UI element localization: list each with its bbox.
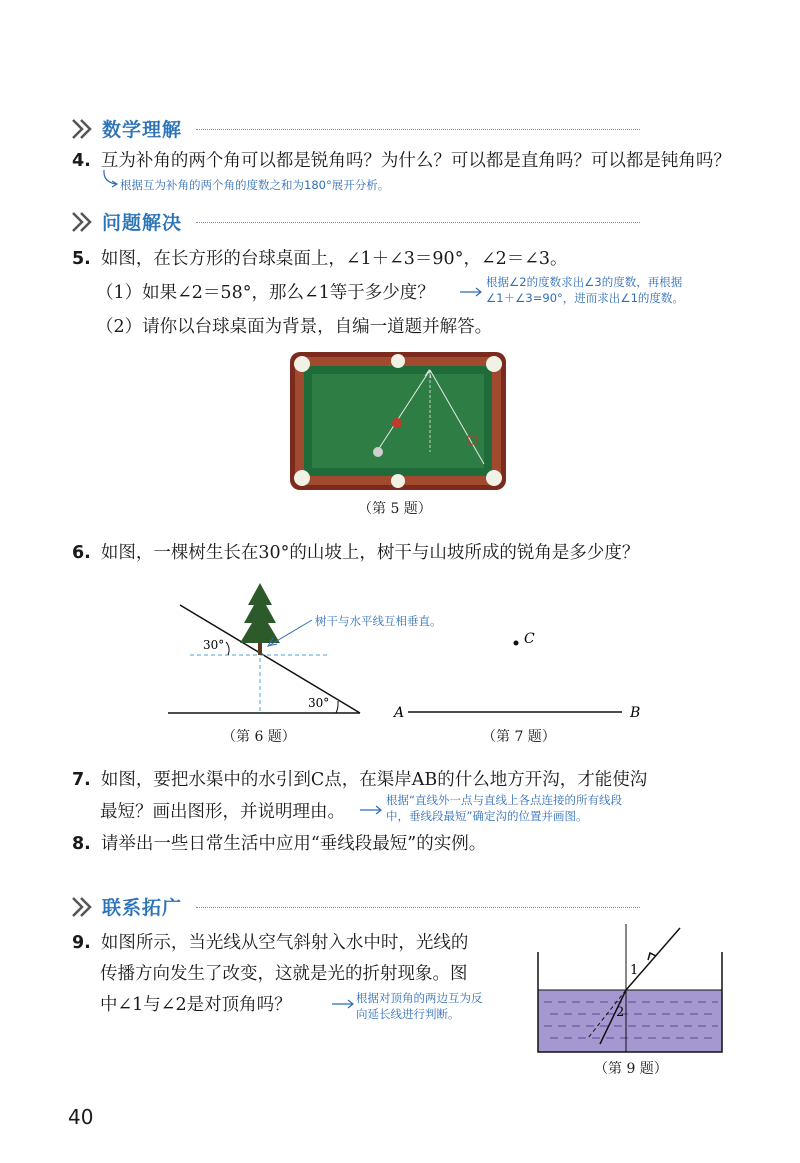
figure-caption-9: （第 9 题） — [594, 1061, 668, 1077]
question-7-line-2: 最短？画出图形，并说明理由。 — [100, 802, 345, 822]
hint-arrow-icon — [358, 802, 384, 818]
incident-ray — [626, 928, 680, 990]
pocket — [391, 354, 405, 368]
question-number: 6. — [72, 543, 91, 563]
section-header-understanding — [70, 115, 640, 145]
question-text: 互为补角的两个角可以都是锐角吗？为什么？可以都是直角吗？可以都是钝角吗？ — [100, 151, 731, 171]
label-b: B — [630, 705, 641, 721]
figure-caption-6: （第 6 题） — [222, 729, 296, 745]
figure-caption-7: （第 7 题） — [482, 729, 556, 745]
question-7 — [72, 767, 647, 793]
question-6 — [72, 540, 639, 566]
angle-label-2: 2 — [616, 1005, 625, 1020]
section-title-problem-solving: 问题解决 — [102, 212, 183, 234]
hint-q9-line-1: 根据对顶角的两边互为反 — [356, 991, 483, 1005]
section-title-understanding: 数学理解 — [102, 119, 183, 141]
question-text: 如图，一棵树生长在30°的山坡上，树干与山坡所成的锐角是多少度？ — [100, 543, 640, 563]
figure-caption-5: （第 5 题） — [358, 501, 432, 517]
question-text: 请举出一些日常生活中应用“垂线段最短”的实例。 — [100, 834, 487, 854]
section-divider — [196, 907, 640, 908]
question-9-line-3: 中∠1与∠2是对顶角吗？ — [100, 995, 292, 1015]
section-divider — [196, 129, 640, 130]
question-number: 5. — [72, 249, 91, 269]
question-5-part-2: （2）请你以台球桌面为背景，自编一道题并解答。 — [96, 317, 493, 337]
refraction-figure — [530, 922, 730, 1054]
canal-figure — [390, 625, 650, 725]
question-4 — [72, 148, 731, 174]
pocket — [294, 356, 310, 372]
hint-q6: 树干与水平线互相垂直。 — [315, 614, 442, 628]
question-8 — [72, 831, 486, 857]
question-number: 7. — [72, 770, 91, 790]
pocket — [486, 356, 502, 372]
hint-q5-line-1: 根据∠2的度数求出∠3的度数，再根据 — [486, 275, 683, 289]
point-c — [514, 641, 519, 646]
hint-arrow-icon — [458, 284, 484, 300]
red-ball — [392, 418, 402, 428]
section-header-extension — [70, 893, 640, 923]
pocket — [294, 470, 310, 486]
angle-label-top: 30° — [203, 638, 225, 652]
question-text-line-1: 如图，要把水渠中的水引到C点，在渠岸AB的什么地方开沟，才能使沟 — [100, 770, 648, 790]
angle-label-bottom: 30° — [308, 696, 330, 710]
question-number: 8. — [72, 834, 91, 854]
water-body — [538, 990, 722, 1052]
label-c: C — [524, 631, 535, 647]
double-chevron-icon — [70, 117, 98, 143]
question-number: 4. — [72, 151, 91, 171]
hint-q9-line-2: 向延长线进行判断。 — [356, 1007, 460, 1021]
question-text-line-1: 如图所示，当光线从空气斜射入水中时，光线的 — [100, 933, 469, 953]
question-9 — [72, 928, 468, 958]
hint-arrow-icon — [100, 168, 120, 190]
question-9-line-2: 传播方向发生了改变，这就是光的折射现象。图 — [100, 964, 468, 984]
question-5-part-1: （1）如果∠2＝58°，那么∠1等于多少度？ — [96, 283, 435, 303]
section-header-problem-solving — [70, 208, 640, 238]
pocket — [486, 470, 502, 486]
pocket — [391, 474, 405, 488]
question-5 — [72, 246, 568, 272]
billiard-table-figure — [290, 352, 506, 490]
section-title-extension: 联系拓广 — [102, 897, 183, 919]
question-text: 如图，在长方形的台球桌面上，∠1＋∠3＝90°，∠2＝∠3。 — [100, 249, 568, 269]
angle-label-1: 1 — [630, 963, 639, 978]
hint-q5-line-2: ∠1＋∠3=90°，进而求出∠1的度数。 — [486, 291, 684, 305]
double-chevron-icon — [70, 210, 98, 236]
cue-ball — [373, 447, 383, 457]
label-a: A — [394, 705, 405, 721]
page-number: 40 — [68, 1105, 94, 1129]
hint-arrow-icon — [330, 996, 356, 1012]
double-chevron-icon — [70, 895, 98, 921]
hint-q4: 根据互为补角的两个角的度数之和为180°展开分析。 — [120, 178, 390, 192]
question-number: 9. — [72, 933, 91, 953]
section-divider — [196, 222, 640, 223]
hint-q7-line-2: 中，垂线段最短”确定沟的位置并画图。 — [386, 809, 588, 823]
hint-q7-line-1: 根据“直线外一点与直线上各点连接的所有线段 — [386, 793, 622, 807]
